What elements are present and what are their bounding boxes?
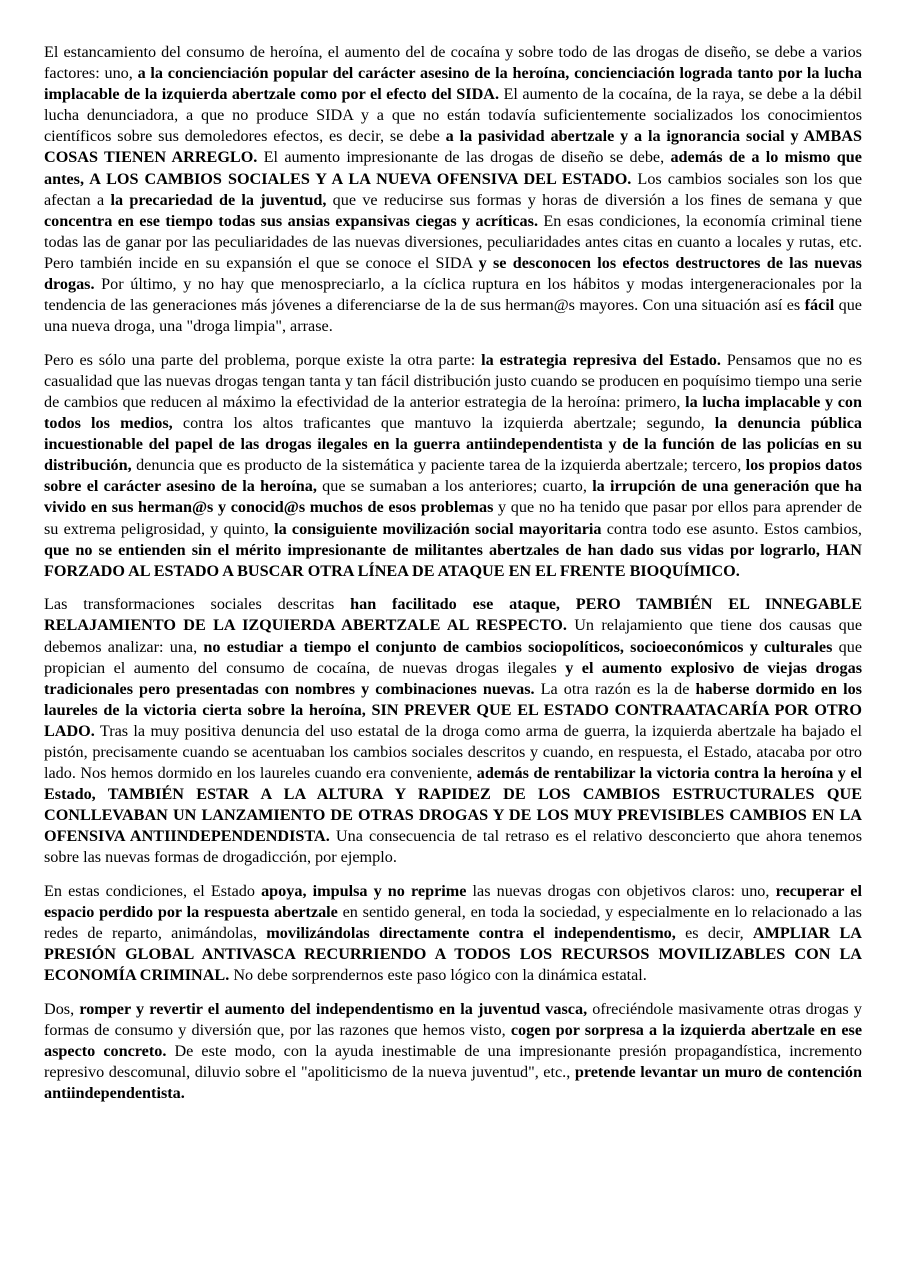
bold-text-run: además de rentabilizar la victoria contra la heroína y el Estado, TAMBIÉN ESTAR A LA ALTURA Y RAPIDEZ DE LOS CAMBIOS ESTRUCTURALES QUE CONLLEVABAN UN LANZAMIENTO DE OTRAS DROGAS Y DE LOS MUY PREVISIBLES CAMBIOS EN LA OFENSIVA ANTIINDEPENDENDISTA. bbox=[44, 764, 862, 846]
bold-text-run: fácil bbox=[804, 296, 835, 315]
text-run: las nuevas drogas con objetivos claros: uno, bbox=[466, 882, 776, 901]
text-run: En esas condiciones, la economía criminal tiene todas las de ganar por las peculiaridades de las nuevas diversiones, peculiaridades antes citas en cuanto a locales y rutas, etc. Pero también incide en su expansión el que se conoce el SIDA bbox=[44, 211, 862, 272]
bold-text-run: romper y revertir el aumento del independentismo en la juventud vasca, bbox=[79, 1000, 588, 1019]
bold-text-run: los propios datos sobre el carácter asesino de la heroína, bbox=[44, 456, 863, 496]
paragraph-5 bbox=[44, 999, 862, 1104]
bold-text-run: la lucha implacable y con todos los medios, bbox=[44, 393, 862, 433]
text-run: Un relajamiento que tiene dos causas que debemos analizar: una, bbox=[44, 616, 862, 656]
bold-text-run: AMPLIAR LA PRESIÓN GLOBAL ANTIVASCA RECURRIENDO A TODOS LOS RECURSOS MOVILIZABLES CON LA ECONOMÍA CRIMINAL. bbox=[44, 924, 862, 985]
text-run: El aumento de la cocaína, de la raya, se debe a la débil lucha denunciadora, a que no produce SIDA y a que no están todavía suficientemente socializados los conocimientos científicos sobre sus demoledores efectos, es decir, se debe bbox=[44, 85, 862, 146]
bold-text-run: no estudiar a tiempo el conjunto de cambios sociopolíticos, socioeconómicos y culturales bbox=[203, 637, 833, 656]
text-run: que ve reducirse sus formas y horas de diversión a los fines de semana y que bbox=[326, 190, 863, 209]
text-run: Una consecuencia de tal retraso es el relativo desconcierto que ahora tenemos sobre las nuevas formas de drogadicción, por ejemplo. bbox=[44, 827, 863, 867]
paragraph-4 bbox=[44, 881, 862, 986]
bold-text-run: pretende levantar un muro de contención antiindependentista. bbox=[44, 1063, 862, 1103]
bold-text-run: la denuncia pública incuestionable del papel de las drogas ilegales en la guerra antiindependentista y de la función de las policías en su distribución, bbox=[44, 414, 862, 475]
bold-text-run: a la concienciación popular del carácter asesino de la heroína, concienciación lograda tanto por la lucha implacable de la izquierda abertzale como por el efecto del SIDA. bbox=[44, 64, 862, 104]
text-run: El aumento impresionante de las drogas de diseño se debe, bbox=[257, 148, 671, 167]
bold-text-run: que no se entienden sin el mérito impresionante de militantes abertzales de han dado sus vidas por lograrlo, HAN FORZADO AL ESTADO A BUSCAR OTRA LÍNEA DE ATAQUE EN EL FRENTE BIOQUÍMICO. bbox=[44, 540, 862, 580]
text-run: es decir, bbox=[675, 924, 753, 943]
text-run: La otra razón es la de bbox=[534, 679, 696, 698]
text-run: Las transformaciones sociales descritas bbox=[44, 595, 351, 614]
paragraph-2 bbox=[44, 350, 862, 582]
text-run: En estas condiciones, el Estado bbox=[44, 882, 262, 901]
bold-text-run: movilizándolas directamente contra el independentismo, bbox=[266, 924, 676, 943]
text-run: Tras la muy positiva denuncia del uso estatal de la droga como arma de guerra, la izquierda abertzale ha bajado el pistón, precisamente cuando se acentuaban los cambios sociales descritos y cuando, en respuesta, el Estado, atacaba por otro lado. Nos hemos dormido en los laureles cuando era conveniente, bbox=[44, 721, 862, 783]
text-run: contra todo ese asunto. Estos cambios, bbox=[601, 519, 862, 538]
bold-text-run: cogen por sorpresa a la izquierda abertzale en ese aspecto concreto. bbox=[44, 1021, 863, 1061]
bold-text-run: la estrategia represiva del Estado. bbox=[481, 350, 721, 369]
text-run: Los cambios sociales son los que afectan a bbox=[44, 169, 863, 209]
bold-text-run: la irrupción de una generación que ha vivido en sus herman@s y conocid@s muchos de esos problemas bbox=[44, 477, 863, 517]
bold-text-run: la precariedad de la juventud, bbox=[110, 190, 327, 209]
text-run: que se sumaban a los anteriores; cuarto, bbox=[316, 477, 593, 496]
text-run: Dos, bbox=[44, 1000, 80, 1019]
text-run: Pensamos que no es casualidad que las nuevas drogas tengan tanta y tan fácil distribución justo cuando se producen en poquísimo tiempo una serie de cambios que reducen al máximo la efectividad de la anterior estrategia de la heroína: primero, bbox=[44, 350, 862, 411]
bold-text-run: haberse dormido en los laureles de la victoria cierta sobre la heroína, SIN PREVER QUE EL ESTADO CONTRAATACARÍA POR OTRO LADO. bbox=[44, 679, 862, 740]
text-run: De este modo, con la ayuda inestimable de una impresionante presión propagandística, incremento represivo descomunal, diluvio sobre el "apoliticismo de la nueva juventud", etc., bbox=[44, 1042, 863, 1082]
bold-text-run: y el aumento explosivo de viejas drogas tradicionales pero presentadas con nombres y combinaciones nuevas. bbox=[44, 658, 863, 698]
paragraph-3 bbox=[44, 594, 862, 868]
text-run: en sentido general, en toda la sociedad, y especialmente en lo relacionado a las redes de reparto, animándolas, bbox=[44, 903, 862, 943]
text-run: denuncia que es producto de la sistemática y paciente tarea de la izquierda abertzale; tercero, bbox=[131, 456, 746, 475]
bold-text-run: han facilitado ese ataque, PERO TAMBIÉN EL INNEGABLE RELAJAMIENTO DE LA IZQUIERDA ABERTZALE AL RESPECTO. bbox=[44, 595, 862, 635]
bold-text-run: concentra en ese tiempo todas sus ansias expansivas ciegas y acríticas. bbox=[44, 211, 538, 230]
text-run: que una nueva droga, una "droga limpia", arrase. bbox=[44, 296, 862, 336]
bold-text-run: a la pasividad abertzale y a la ignorancia social y AMBAS COSAS TIENEN ARREGLO. bbox=[44, 127, 863, 167]
bold-text-run: y se desconocen los efectos destructores de las nuevas drogas. bbox=[44, 253, 862, 294]
text-run: que propician el aumento del consumo de cocaína, de nuevas drogas ilegales bbox=[44, 637, 862, 677]
bold-text-run: la consiguiente movilización social mayoritaria bbox=[274, 519, 602, 538]
bold-text-run: apoya, impulsa y no reprime bbox=[261, 882, 467, 901]
text-run: contra los altos traficantes que mantuvo la izquierda abertzale; segundo, bbox=[172, 414, 715, 433]
text-run: Pero es sólo una parte del problema, porque existe la otra parte: bbox=[44, 350, 482, 369]
text-run: El estancamiento del consumo de heroína, el aumento del de cocaína y sobre todo de las drogas de diseño, se debe a varios factores: uno, bbox=[44, 43, 862, 83]
bold-text-run: además de a lo mismo que antes, A LOS CAMBIOS SOCIALES Y A LA NUEVA OFENSIVA DEL ESTADO. bbox=[44, 148, 862, 188]
text-run: ofreciéndole masivamente otras drogas y formas de consumo y diversión que, por las razones que hemos visto, bbox=[44, 1000, 862, 1040]
text-run: Por último, y no hay que menospreciarlo, a la cíclica ruptura en los hábitos y modas intergeneracionales por la tendencia de las generaciones más jóvenes a diferenciarse de la de sus herman@s mayores. Con una situación así es bbox=[44, 275, 862, 315]
text-run: y que no ha tenido que pasar por ellos para aprender de su extrema peligrosidad, y quinto, bbox=[44, 498, 862, 538]
text-run: No debe sorprendernos este paso lógico con la dinámica estatal. bbox=[229, 966, 647, 985]
bold-text-run: recuperar el espacio perdido por la respuesta abertzale bbox=[44, 882, 862, 922]
paragraph-1 bbox=[44, 42, 862, 337]
